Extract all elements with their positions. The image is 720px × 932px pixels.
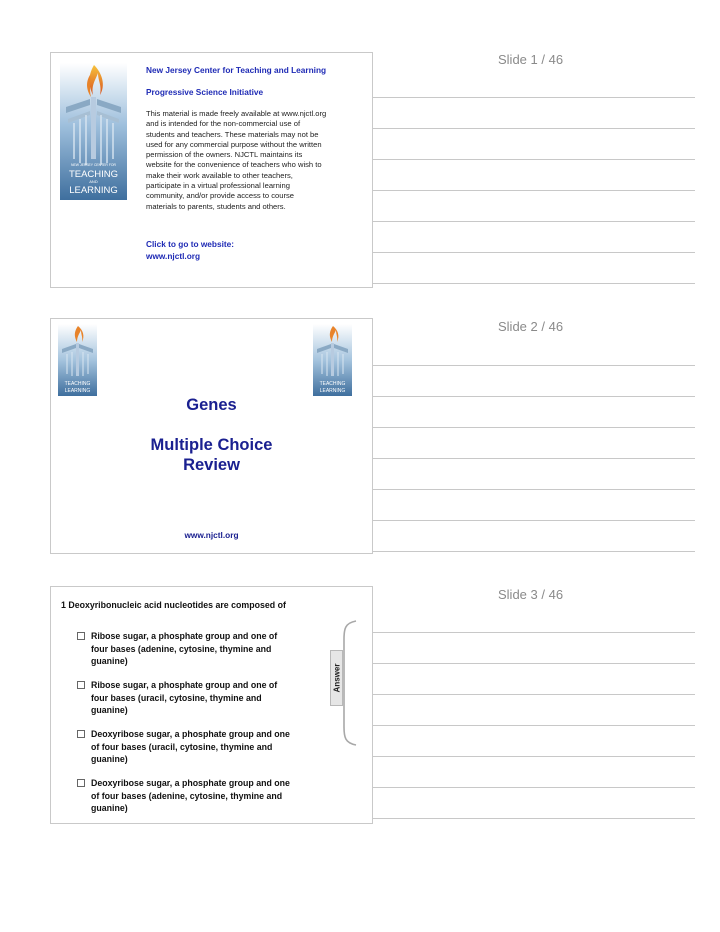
notes-line (373, 694, 695, 695)
slide-2 (50, 318, 373, 554)
logo-text-top: NEW JERSEY CENTER FOR (71, 163, 116, 167)
logo-text-learning: LEARNING (319, 388, 346, 394)
njctl-logo (60, 63, 127, 200)
notes-line (373, 632, 695, 633)
notes-line (373, 283, 695, 284)
checkbox[interactable] (77, 632, 85, 640)
answer-panel-edge (343, 619, 357, 747)
slide-2-heading: Genes (186, 396, 237, 414)
slide-3 (50, 586, 373, 824)
logo-text-teaching: TEACHING (68, 169, 119, 180)
njctl-logo-graphic (60, 63, 127, 200)
answer-option-b[interactable] (79, 679, 319, 717)
notes-line (373, 427, 695, 428)
option-line: Ribose sugar, a phosphate group and one of (91, 631, 278, 641)
njctl-logo-left (58, 324, 97, 396)
notes-line (373, 489, 695, 490)
logo-text-learning: LEARNING (64, 388, 91, 394)
body-line: website for the convenience of teachers who wish to (146, 160, 322, 170)
notes-line (373, 252, 695, 253)
notes-line (373, 128, 695, 129)
slide-1-body (146, 109, 356, 212)
option-line: of four bases (adenine, cytosine, thymine and (91, 790, 283, 801)
website-link-label[interactable]: Click to go to website: (146, 239, 235, 249)
option-line: guanine) (91, 705, 128, 716)
notes-line (373, 190, 695, 191)
option-line: guanine) (91, 656, 128, 667)
option-line: four bases (uracil, cytosine, thymine and (91, 692, 262, 703)
notes-line (373, 159, 695, 160)
body-line: participate in a virtual professional learning (146, 181, 290, 191)
body-line: students and teachers. These materials may not be (146, 129, 319, 139)
notes-line (373, 663, 695, 664)
notes-line (373, 787, 695, 788)
notes-line (373, 396, 695, 397)
slide-2-subheading-line1: Multiple Choice (150, 436, 273, 454)
slide-1-subtitle: Progressive Science Initiative (146, 87, 264, 97)
question-text: 1 Deoxyribonucleic acid nucleotides are composed of (61, 600, 286, 610)
body-line: make their work available to other teachers, (146, 170, 293, 180)
notes-line (373, 365, 695, 366)
body-line: permission of the owners. NJCTL maintains its (146, 150, 303, 160)
body-line: used for any commercial purpose without the written (146, 139, 322, 149)
slide-1-title: New Jersey Center for Teaching and Learning (146, 65, 327, 75)
logo-text-teaching: TEACHING (319, 381, 346, 387)
option-line: Ribose sugar, a phosphate group and one of (91, 680, 278, 690)
slide-2-number: Slide 2 / 46 (498, 319, 564, 334)
body-line: and is intended for the non-commercial use of (146, 119, 301, 129)
body-line: materials to parents, students and others. (146, 201, 286, 211)
njctl-logo-graphic (58, 324, 97, 396)
slide-2-subheading-line2: Review (183, 456, 240, 474)
slide-1 (50, 52, 373, 288)
website-link[interactable]: www.njctl.org (146, 251, 201, 261)
notes-line (373, 725, 695, 726)
logo-text-learning: LEARNING (69, 185, 118, 196)
notes-line (373, 756, 695, 757)
notes-line (373, 221, 695, 222)
option-line: Deoxyribose sugar, a phosphate group and one (91, 729, 290, 739)
option-line: guanine) (91, 803, 128, 814)
answer-reveal-tab[interactable] (330, 650, 343, 706)
answer-option-d[interactable] (79, 777, 319, 815)
notes-line (373, 818, 695, 819)
option-line: Deoxyribose sugar, a phosphate group and one (91, 778, 290, 788)
option-line: of four bases (uracil, cytosine, thymine and (91, 741, 273, 752)
notes-line (373, 97, 695, 98)
checkbox[interactable] (77, 779, 85, 787)
logo-text-teaching: TEACHING (64, 381, 91, 387)
option-line: guanine) (91, 754, 128, 765)
answer-tab-label: Answer (332, 663, 341, 693)
notes-line (373, 551, 695, 552)
njctl-logo-graphic (313, 324, 352, 396)
notes-line (373, 520, 695, 521)
logo-text-and: AND (89, 179, 98, 184)
slide-3-number: Slide 3 / 46 (498, 587, 564, 602)
slide-2-url[interactable]: www.njctl.org (184, 530, 239, 540)
option-line: four bases (adenine, cytosine, thymine and (91, 643, 272, 654)
njctl-logo-right (313, 324, 352, 396)
body-line: This material is made freely available at www.njctl.org (146, 109, 327, 118)
answer-option-c[interactable] (79, 728, 319, 766)
slide-1-number: Slide 1 / 46 (498, 52, 564, 67)
checkbox[interactable] (77, 681, 85, 689)
body-line: community, and/or provide access to course (146, 191, 295, 201)
answer-option-a[interactable] (79, 630, 319, 668)
checkbox[interactable] (77, 730, 85, 738)
notes-line (373, 458, 695, 459)
